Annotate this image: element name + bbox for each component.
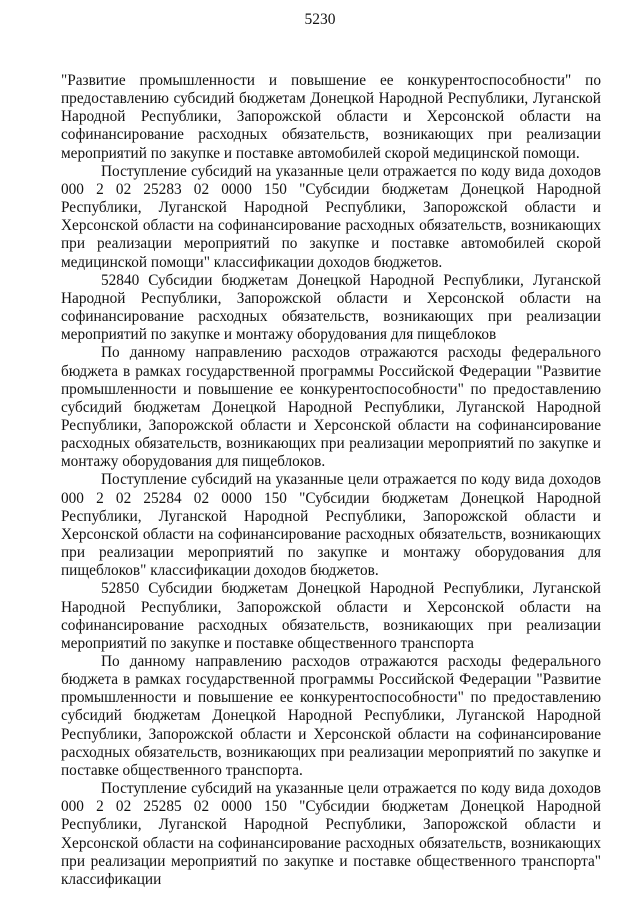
paragraph-5: Поступление субсидий на указанные цели отражается по коду вида доходов 000 2 02 25284 02 0000 150 "Субсидии бюджетам Донецкой Народной Республики, Луганской Народной Республики, Запорожской области и Херсонской области на софинансирование расходных обязательств, возникающих при реализации мероприятий по закупке и монтажу оборудования для пищеблоков" классификации доходов бюджетов. [61, 471, 601, 580]
paragraph-3: 52840 Субсидии бюджетам Донецкой Народной Республики, Луганской Народной Республики, Запорожской области и Херсонской области на софинансирование расходных обязательств, возникающих при реализации мероприятий по закупке и монтажу оборудования для пищеблоков [61, 271, 601, 344]
paragraph-7: По данному направлению расходов отражаются расходы федерального бюджета в рамках государственной программы Российской Федерации "Развитие промышленности и повышение ее конкурентоспособности" по предоставлению субсидий бюджетам Донецкой Народной Республики, Луганской Народной Республики, Запорожской области и Херсонской области на софинансирование расходных обязательств, возникающих при реализации мероприятий по закупке и поставке общественного транспорта. [61, 653, 601, 779]
paragraph-4: По данному направлению расходов отражаются расходы федерального бюджета в рамках государственной программы Российской Федерации "Развитие промышленности и повышение ее конкурентоспособности" по предоставлению субсидий бюджетам Донецкой Народной Республики, Луганской Народной Республики, Запорожской области и Херсонской области на софинансирование расходных обязательств, возникающих при реализации мероприятий по закупке и монтажу оборудования для пищеблоков. [61, 344, 601, 471]
document-body [61, 72, 601, 889]
paragraph-6: 52850 Субсидии бюджетам Донецкой Народной Республики, Луганской Народной Республики, Запорожской области и Херсонской области на софинансирование расходных обязательств, возникающих при реализации мероприятий по закупке и поставке общественного транспорта [61, 580, 601, 652]
paragraph-2: Поступление субсидий на указанные цели отражается по коду вида доходов 000 2 02 25283 02 0000 150 "Субсидии бюджетам Донецкой Народной Республики, Луганской Народной Республики, Запорожской области и Херсонской области на софинансирование расходных обязательств, возникающих при реализации мероприятий по закупке и поставке автомобилей скорой медицинской помощи" классификации доходов бюджетов. [61, 162, 601, 271]
page-number: 5230 [304, 11, 336, 28]
paragraph-1: "Развитие промышленности и повышение ее конкурентоспособности" по предоставлению субсидий бюджетам Донецкой Народной Республики, Луганской Народной Республики, Запорожской области и Херсонской области на софинансирование расходных обязательств, возникающих при реализации мероприятий по закупке и поставке автомобилей скорой медицинской помощи. [61, 72, 601, 162]
paragraph-8: Поступление субсидий на указанные цели отражается по коду вида доходов 000 2 02 25285 02 0000 150 "Субсидии бюджетам Донецкой Народной Республики, Луганской Народной Республики, Запорожской области и Херсонской области на софинансирование расходных обязательств, возникающих при реализации мероприятий по закупке и поставке общественного транспорта" классификации [61, 780, 601, 888]
